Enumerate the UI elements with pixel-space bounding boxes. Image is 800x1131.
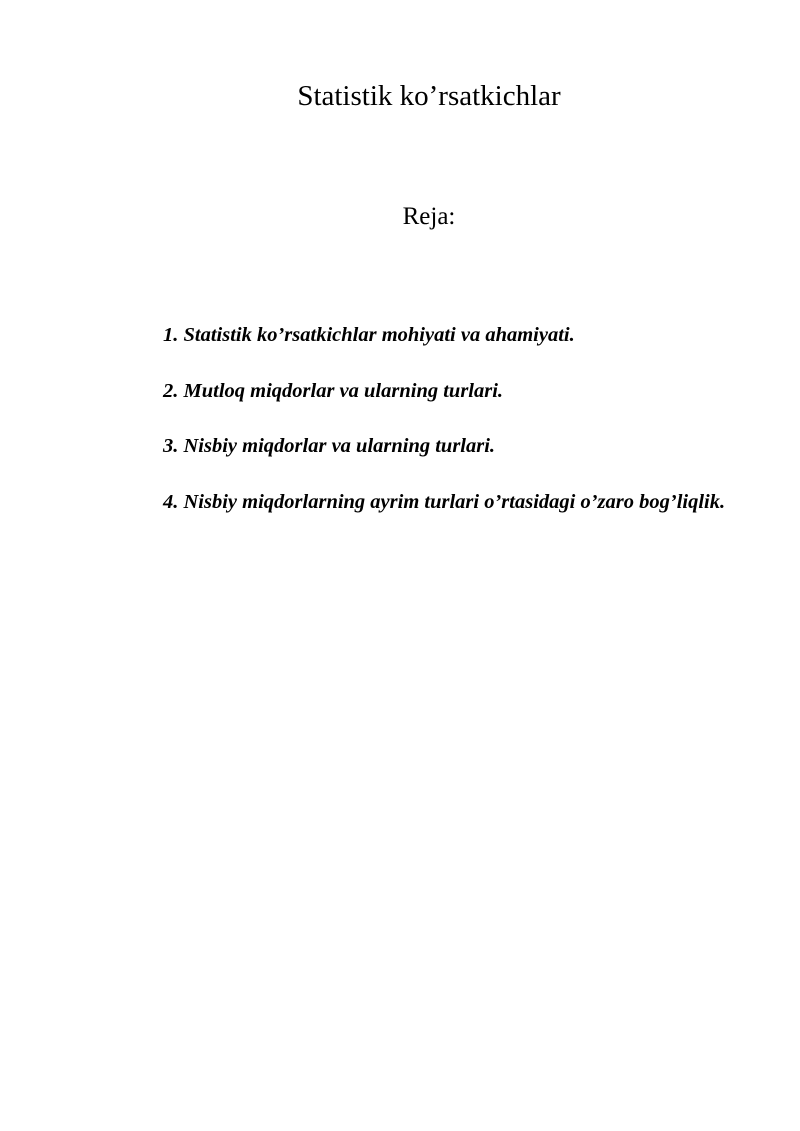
plan-item: 4. Nisbiy miqdorlarning ayrim turlari o’rtasidagi o’zaro bog’liqlik. [163,490,726,513]
plan-item: 1. Statistik ko’rsatkichlar mohiyati va ahamiyati. [163,324,575,346]
plan-list [163,308,743,530]
plan-item: 3. Nisbiy miqdorlar va ularning turlari. [163,435,496,457]
plan-heading: Reja: [402,203,456,230]
document-title: Statistik ko’rsatkichlar [297,80,561,112]
plan-item: 2. Mutloq miqdorlar va ularning turlari. [163,379,504,402]
